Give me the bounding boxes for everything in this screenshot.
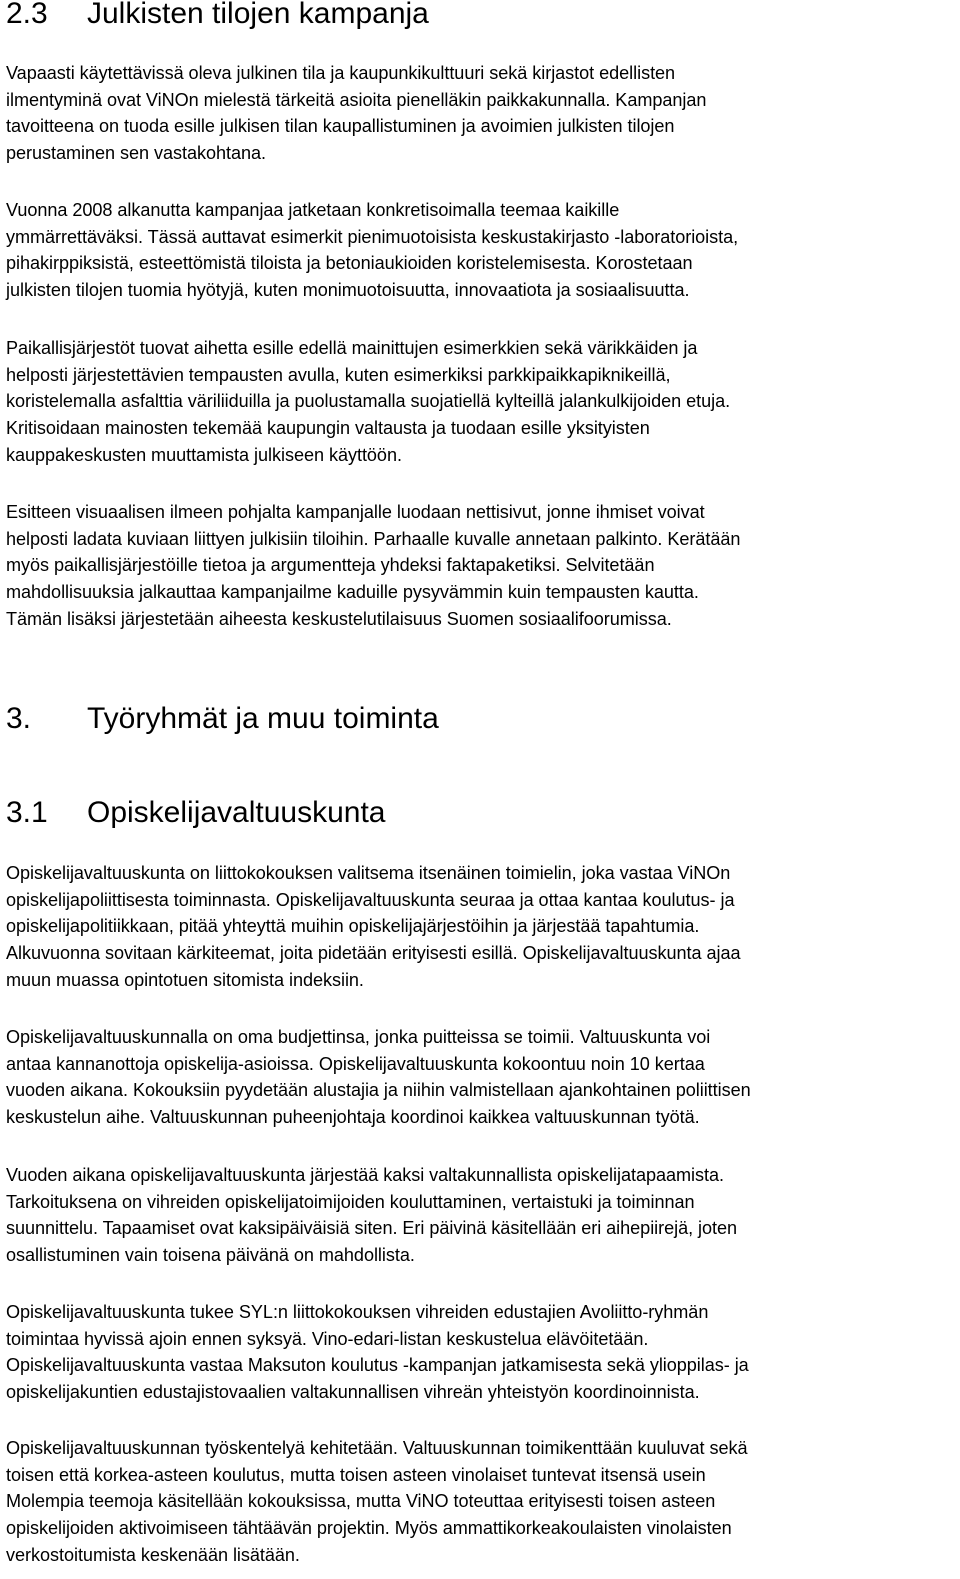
- text-line: perustaminen sen vastakohtana.: [6, 143, 267, 164]
- section-title: Opiskelijavaltuuskunta: [87, 796, 386, 829]
- text-line: Paikallisjärjestöt tuovat aihetta esille edellä mainittujen esimerkkien sekä värikkäiden ja: [6, 338, 698, 358]
- text-line: Vapaasti käytettävissä oleva julkinen tila ja kaupunkikulttuuri sekä kirjastot edellisten: [6, 63, 676, 83]
- section-title: Työryhmät ja muu toiminta: [87, 702, 439, 735]
- text-line: toimintaa hyvissä ajoin ennen syksyä. Vino-edari-listan keskustelua elävöitetään.: [6, 1328, 649, 1349]
- text-line: keskustelun aihe. Valtuuskunnan puheenjohtaja koordinoi kaikkea valtuuskunnan työtä.: [6, 1107, 700, 1128]
- paragraph: [6, 860, 954, 994]
- text-line: Tämän lisäksi järjestetään aiheesta keskustelutilaisuus Suomen sosiaalifoorumissa.: [6, 608, 672, 629]
- text-line: koristelemalla asfalttia väriliiduilla ja puolustamalla suojatiellä kylteillä jalankulkijoiden etuja.: [6, 391, 731, 412]
- text-line: pihakirppiksistä, esteettömistä tiloista ja betoniaukioiden koristelemisesta. Korostetaan: [6, 253, 693, 274]
- text-line: Alkuvuonna sovitaan kärkiteemat, joita pidetään erityisesti esillä. Opiskelijavaltuuskunta ajaa: [6, 943, 741, 964]
- text-line: tavoitteena on tuoda esille julkisen tilan kaupallistuminen ja avoimien julkisten tilojen: [6, 116, 675, 137]
- text-line: ymmärrettäväksi. Tässä auttavat esimerkit pienimuotoisista keskustakirjasto -laboratorioista,: [6, 226, 739, 247]
- section-heading-2-3: [6, 0, 429, 30]
- text-line: Vuonna 2008 alkanutta kampanjaa jatketaan konkretisoimalla teemaa kaikille: [6, 200, 620, 220]
- text-line: opiskelijapoliittisesta toiminnasta. Opiskelijavaltuuskunta seuraa ja ottaa kantaa koulutus- ja: [6, 889, 735, 910]
- text-line: helposti ladata kuviaan liittyen julkisiin tiloihin. Parhaalle kuvalle annetaan palkinto. Kerätään: [6, 528, 741, 549]
- text-line: julkisten tilojen tuomia hyötyjä, kuten monimuotoisuutta, innovaatiota ja sosiaalisuutta.: [6, 280, 690, 301]
- text-line: Kritisoidaan mainosten tekemää kaupungin valtausta ja tuodaan esille yksityisten: [6, 418, 650, 439]
- section-number: 3.: [6, 702, 32, 735]
- paragraph: [6, 335, 954, 469]
- text-line: Esitteen visuaalisen ilmeen pohjalta kampanjalle luodaan nettisivut, jonne ihmiset voivat: [6, 502, 705, 522]
- paragraph: [6, 1435, 954, 1569]
- section-heading-3-1: [6, 797, 386, 829]
- text-line: helposti järjestettävien tempausten avulla, kuten esimerkiksi parkkipaikkapiknikeillä,: [6, 364, 671, 385]
- text-line: Vuoden aikana opiskelijavaltuuskunta järjestää kaksi valtakunnallista opiskelijatapaamista.: [6, 1165, 724, 1185]
- text-line: Opiskelijavaltuuskunta on liittokokouksen valitsema itsenäinen toimielin, joka vastaa ViNOn: [6, 863, 731, 883]
- text-line: vuoden aikana. Kokouksiin pyydetään alustajia ja niihin valmistellaan ajankohtainen poliittisen: [6, 1080, 751, 1101]
- text-line: toisen että korkea-asteen koulutus, mutta toisen asteen vinolaiset tuntevat itsensä usein: [6, 1464, 706, 1485]
- text-line: myös paikallisjärjestöille tietoa ja argumentteja yhdeksi faktapaketiksi. Selvitetään: [6, 555, 655, 576]
- text-line: antaa kannanottoja opiskelija-asioissa. Opiskelijavaltuuskunta kokoontuu noin 10 kertaa: [6, 1053, 705, 1074]
- text-line: Opiskelijavaltuuskunta tukee SYL:n liittokokouksen vihreiden edustajien Avoliitto-ryhmän: [6, 1302, 709, 1322]
- chapter-heading-3: [6, 703, 439, 735]
- text-line: Opiskelijavaltuuskunnan työskentelyä kehitetään. Valtuuskunnan toimikenttään kuuluvat sekä: [6, 1438, 748, 1458]
- text-line: mahdollisuuksia jalkauttaa kampanjailme kaduille pysyvämmin kuin tempausten kautta.: [6, 582, 699, 603]
- text-line: opiskelijakuntien edustajistovaalien valtakunnallisen vihreän yhteistyön koordinoinnista.: [6, 1382, 700, 1403]
- section-number: 3.1: [6, 796, 48, 829]
- text-line: opiskelijapolitiikkaan, pitää yhteyttä muihin opiskelijajärjestöihin ja järjestää tapahtumia.: [6, 916, 700, 937]
- text-line: Molempia teemoja käsitellään kokouksissa, mutta ViNO toteuttaa erityisesti toisen asteen: [6, 1491, 716, 1512]
- text-line: ilmentyminä ovat ViNOn mielestä tärkeitä asioita pienelläkin paikkakunnalla. Kampanjan: [6, 89, 707, 110]
- text-line: kauppakeskusten muuttamista julkiseen käyttöön.: [6, 444, 402, 465]
- paragraph: [6, 499, 954, 633]
- paragraph: [6, 197, 954, 304]
- section-number: 2.3: [6, 0, 48, 30]
- paragraph: [6, 1162, 954, 1269]
- text-line: suunnittelu. Tapaamiset ovat kaksipäiväisiä siten. Eri päivinä käsitellään eri aihepiirejä, joten: [6, 1218, 738, 1239]
- paragraph: [6, 1299, 954, 1406]
- text-line: verkostoitumista keskenään lisätään.: [6, 1544, 300, 1565]
- paragraph: [6, 60, 954, 167]
- text-line: osallistuminen vain toisena päivänä on mahdollista.: [6, 1245, 415, 1266]
- paragraph: [6, 1024, 954, 1131]
- text-line: muun muassa opintotuen sitomista indeksiin.: [6, 969, 364, 990]
- text-line: Tarkoituksena on vihreiden opiskelijatoimijoiden kouluttaminen, vertaistuki ja toiminnan: [6, 1191, 695, 1212]
- section-title: Julkisten tilojen kampanja: [87, 0, 429, 30]
- text-line: Opiskelijavaltuuskunnalla on oma budjettinsa, jonka puitteissa se toimii. Valtuuskunta voi: [6, 1027, 711, 1047]
- text-line: opiskelijoiden aktivoimiseen tähtäävän projektin. Myös ammattikorkeakoulaisten vinolaisten: [6, 1518, 732, 1539]
- text-line: Opiskelijavaltuuskunta vastaa Maksuton koulutus -kampanjan jatkamisesta sekä ylioppilas- ja: [6, 1355, 749, 1376]
